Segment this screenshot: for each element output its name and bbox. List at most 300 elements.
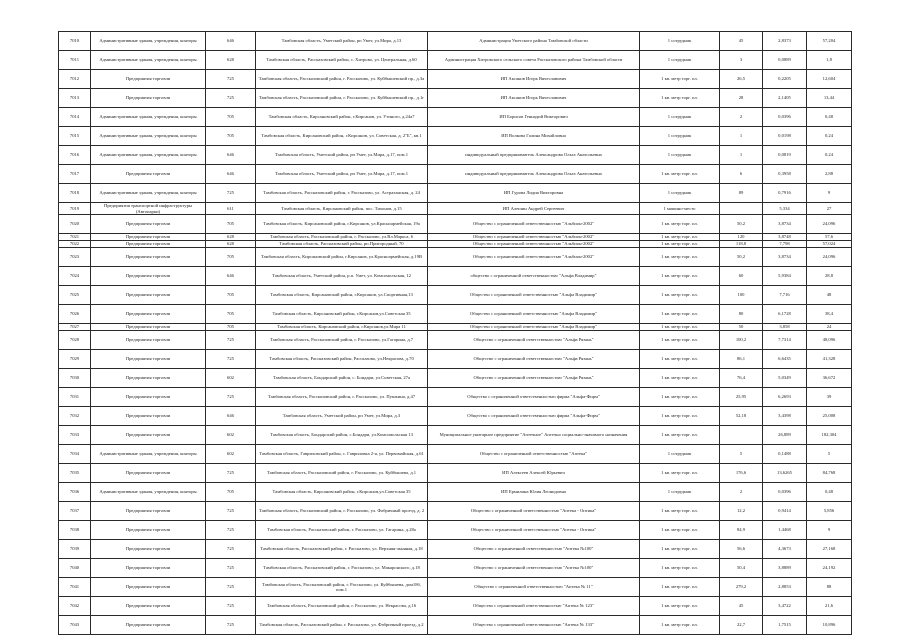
address-cell: Тамбовская область, Уметский район, рп Умет, ул.Мира, д.13	[256, 32, 428, 51]
owner-cell: Общество с ограниченной ответственностью "Аптека № 11"	[428, 578, 640, 597]
annual-volume-cell: 5,334	[763, 203, 807, 215]
annual-volume-cell: 4,3673	[763, 540, 807, 559]
owner-cell: Общество с ограниченной ответственностью "Альбион-2002"	[428, 215, 640, 234]
row-id-cell: 7037	[59, 502, 91, 521]
code-cell: 725	[206, 184, 256, 203]
category-cell: Предприятия торговли	[91, 521, 206, 540]
quantity-cell: 50	[720, 324, 763, 331]
category-cell: Предприятия торговли	[91, 286, 206, 305]
table-row	[59, 559, 852, 578]
row-id-cell: 7012	[59, 70, 91, 89]
unit-cell: 1 кв. метр торг. пл.	[640, 426, 720, 445]
owner-cell: Общество с ограниченной ответственностью "Аптека № 133"	[428, 616, 640, 635]
annual-volume-cell: 3,8734	[763, 248, 807, 267]
quantity-cell: 60	[720, 267, 763, 286]
code-cell: 646	[206, 146, 256, 165]
address-cell: Тамбовская область, Рассказовский район, г. Рассказово, ул.Гагарина, д.7	[256, 331, 428, 350]
quantity-cell: 84,9	[720, 521, 763, 540]
norm-volume-cell: 13,44	[807, 89, 852, 108]
category-cell: Административные здания, учреждения, конторы	[91, 108, 206, 127]
address-cell: Тамбовская область, Рассказовский район, г. Рассказово, ул. Некрасова, д.16	[256, 597, 428, 616]
code-cell: 705	[206, 483, 256, 502]
owner-cell: Муниципальное унитарное предприятие "Аптечное" Аптечно социально-значимого назначения	[428, 426, 640, 445]
owner-cell: Общество с ограниченной ответственностью "Альбион-2002"	[428, 241, 640, 248]
annual-volume-cell: 7,798	[763, 241, 807, 248]
table-row	[59, 540, 852, 559]
code-cell: 725	[206, 350, 256, 369]
quantity-cell: 89	[720, 184, 763, 203]
norm-volume-cell: 24,096	[807, 248, 852, 267]
code-cell: 725	[206, 464, 256, 483]
category-cell: Предприятия торговли	[91, 578, 206, 597]
address-cell: Тамбовская область, Бондарский район, с. Бондари, ул.Советская, 27а	[256, 369, 428, 388]
code-cell: 705	[206, 127, 256, 146]
code-cell: 725	[206, 331, 256, 350]
unit-cell: 1 машино-место	[640, 203, 720, 215]
norm-volume-cell: 1,8	[807, 51, 852, 70]
quantity-cell: 45	[720, 32, 763, 51]
code-cell: 602	[206, 369, 256, 388]
table-row	[59, 32, 852, 51]
table-row	[59, 51, 852, 70]
code-cell: 602	[206, 445, 256, 464]
row-id-cell: 7036	[59, 483, 91, 502]
unit-cell: 1 сотрудник	[640, 184, 720, 203]
annual-volume-cell: 6,2693	[763, 388, 807, 407]
quantity-cell: 176,6	[720, 464, 763, 483]
annual-volume-cell: 2,1405	[763, 89, 807, 108]
norm-volume-cell: 5,856	[807, 502, 852, 521]
quantity-cell: 45	[720, 597, 763, 616]
quantity-cell: 100	[720, 286, 763, 305]
table-row	[59, 578, 852, 597]
code-cell: 705	[206, 215, 256, 234]
address-cell: Тамбовская область, Уметский район, р.п. Умет, ул. Комсомольская, 12	[256, 267, 428, 286]
address-cell: Тамбовская область, Рассказовский район, рп.Пригородный, 70	[256, 241, 428, 248]
quantity-cell: 1	[720, 127, 763, 146]
code-cell: 705	[206, 305, 256, 324]
row-id-cell: 7013	[59, 89, 91, 108]
table-row	[59, 184, 852, 203]
category-cell: Предприятия транспортной инфраструктуры (Автопарки)	[91, 203, 206, 215]
annual-volume-cell: 1,4468	[763, 521, 807, 540]
unit-cell: 1 кв. метр торг. пл.	[640, 234, 720, 241]
row-id-cell: 7014	[59, 108, 91, 127]
norm-volume-cell: 48	[807, 286, 852, 305]
quantity-cell: 50,4	[720, 559, 763, 578]
code-cell: 646	[206, 165, 256, 184]
owner-cell: Общество с ограниченной ответственностью "Альбион-2002"	[428, 248, 640, 267]
annual-volume-cell: 0,0396	[763, 483, 807, 502]
unit-cell: 1 сотрудник	[640, 483, 720, 502]
norm-volume-cell: 21,6	[807, 597, 852, 616]
address-cell: Тамбовская область, Рассказовский район, г. Рассказово, ул. Астраханская, д. 24	[256, 184, 428, 203]
address-cell: Тамбовская область, Рассказовский район, с. Хитрово, ул. Центральная, д.60	[256, 51, 428, 70]
address-cell: Тамбовская область, Кирсановский район, г.Кирсанов, ул.Красноармейская, 19а	[256, 215, 428, 234]
row-id-cell: 7043	[59, 616, 91, 635]
quantity-cell: 1	[720, 146, 763, 165]
code-cell: 725	[206, 502, 256, 521]
annual-volume-cell: 2,8373	[763, 32, 807, 51]
address-cell: Тамбовская область, Гавриловский район, с. Гавриловка 2-я, ул. Первомайская, д.61	[256, 445, 428, 464]
code-cell: 725	[206, 70, 256, 89]
annual-volume-cell: 5,9384	[763, 267, 807, 286]
address-cell: Тамбовская область, Рассказовский район, г. Рассказово, ул. Верхняя-льняная, д.18	[256, 540, 428, 559]
registry-table-body	[59, 32, 852, 635]
address-cell: Тамбовская область, Рассказовский район, г. Рассказово, ул. Куйбышева, д.1	[256, 464, 428, 483]
unit-cell: 1 кв. метр торг. пл.	[640, 502, 720, 521]
unit-cell: 1 кв. метр торг. пл.	[640, 89, 720, 108]
row-id-cell: 7029	[59, 350, 91, 369]
address-cell: Тамбовская область, Рассказовский район, г. Рассказово, ул. Макаронского, д.18	[256, 559, 428, 578]
unit-cell: 1 кв. метр торг. пл.	[640, 350, 720, 369]
norm-volume-cell: 0,48	[807, 108, 852, 127]
row-id-cell: 7011	[59, 51, 91, 70]
owner-cell: Общество с ограниченной ответственностью "Альфа Владимир"	[428, 286, 640, 305]
table-row	[59, 146, 852, 165]
annual-volume-cell: 0,0198	[763, 127, 807, 146]
norm-volume-cell: 36,672	[807, 369, 852, 388]
annual-volume-cell: 3,8748	[763, 234, 807, 241]
owner-cell: Администрация Уметского района Тамбовской области	[428, 32, 640, 51]
code-cell: 646	[206, 407, 256, 426]
quantity-cell: 2	[720, 483, 763, 502]
code-cell: 725	[206, 540, 256, 559]
quantity-cell: 279,2	[720, 578, 763, 597]
unit-cell: 1 кв. метр торг. пл.	[640, 324, 720, 331]
norm-volume-cell: 0,24	[807, 146, 852, 165]
code-cell: 725	[206, 388, 256, 407]
table-row	[59, 369, 852, 388]
owner-cell: Администрация Хитровского сельского совета Рассказовского района Тамбовской области	[428, 51, 640, 70]
owner-cell: индивидуальный предприниматель Александрова Ольга Анатольевна	[428, 146, 640, 165]
owner-cell: Общество с ограниченной ответственностью "Альфа Рязань"	[428, 331, 640, 350]
code-cell: 646	[206, 267, 256, 286]
norm-volume-cell: 24	[807, 324, 852, 331]
registry-sheet	[58, 31, 851, 635]
norm-volume-cell: 88	[807, 578, 852, 597]
table-row	[59, 483, 852, 502]
address-cell: Тамбовская область, Рассказовский район, г. Рассказово, ул. Пушкина, д.47	[256, 388, 428, 407]
annual-volume-cell: 3,4722	[763, 597, 807, 616]
norm-volume-cell: 12,604	[807, 70, 852, 89]
owner-cell: Общество с ограниченной ответственностью "Аптека - Оптика"	[428, 521, 640, 540]
category-cell: Предприятия торговли	[91, 426, 206, 445]
owner-cell: Общество с ограниченной ответственностью "Аптека №100"	[428, 559, 640, 578]
annual-volume-cell: 26,889	[763, 426, 807, 445]
row-id-cell: 7032	[59, 407, 91, 426]
quantity-cell: 50,2	[720, 215, 763, 234]
address-cell: Тамбовская область, Рассказовский район, г. Рассказово, ул. Куйбышева, дом18б, пом.1	[256, 578, 428, 597]
owner-cell: Общество с ограниченной ответственностью "Альбион-2002"	[428, 234, 640, 241]
unit-cell: 1 кв. метр торг. пл.	[640, 464, 720, 483]
category-cell: Предприятия торговли	[91, 165, 206, 184]
norm-volume-cell: 25,008	[807, 407, 852, 426]
table-row	[59, 203, 852, 215]
norm-volume-cell: 57,024	[807, 241, 852, 248]
unit-cell: 1 кв. метр торг. пл.	[640, 407, 720, 426]
annual-volume-cell: 2,8853	[763, 578, 807, 597]
address-cell: Тамбовская область, Кирсановский район, пос. Тихонов, д.15	[256, 203, 428, 215]
row-id-cell: 7038	[59, 521, 91, 540]
quantity-cell: 118,8	[720, 241, 763, 248]
table-row	[59, 165, 852, 184]
norm-volume-cell: 57,6	[807, 234, 852, 241]
address-cell: Тамбовская область, Кирсановский район, г.Кирсанов, ул. Советская, д. 2"Б", кв.1	[256, 127, 428, 146]
table-row	[59, 234, 852, 241]
norm-volume-cell: 9	[807, 184, 852, 203]
annual-volume-cell: 0,1488	[763, 445, 807, 464]
quantity-cell: 2	[720, 108, 763, 127]
row-id-cell: 7019	[59, 203, 91, 215]
owner-cell: Общество с ограниченной ответственностью "Аптека №100"	[428, 540, 640, 559]
table-row	[59, 521, 852, 540]
table-row	[59, 597, 852, 616]
table-row	[59, 70, 852, 89]
norm-volume-cell: 9	[807, 521, 852, 540]
table-row	[59, 388, 852, 407]
category-cell: Предприятия торговли	[91, 388, 206, 407]
owner-cell: ИП Алешин Андрей Сергеевич	[428, 203, 640, 215]
code-cell: 646	[206, 32, 256, 51]
row-id-cell: 7020	[59, 215, 91, 234]
address-cell: Тамбовская область, Кирсановский район, г.Кирсанов, ул.Спортивная,13	[256, 286, 428, 305]
quantity-cell: 56,6	[720, 540, 763, 559]
norm-volume-cell: 24,192	[807, 559, 852, 578]
norm-volume-cell: 5	[807, 445, 852, 464]
category-cell: Предприятия торговли	[91, 331, 206, 350]
norm-volume-cell: 28,8	[807, 267, 852, 286]
code-cell: 725	[206, 559, 256, 578]
code-cell: 628	[206, 234, 256, 241]
category-cell: Административные здания, учреждения, конторы	[91, 146, 206, 165]
table-row	[59, 331, 852, 350]
category-cell: Предприятия торговли	[91, 305, 206, 324]
owner-cell: Общество с ограниченной ответственностью фирма "Альфа-Фирм"	[428, 388, 640, 407]
unit-cell: 1 кв. метр торг. пл.	[640, 388, 720, 407]
table-row	[59, 502, 852, 521]
category-cell: Предприятия торговли	[91, 559, 206, 578]
code-cell: 725	[206, 616, 256, 635]
annual-volume-cell: 0,3958	[763, 165, 807, 184]
quantity-cell: 12,2	[720, 502, 763, 521]
unit-cell: 1 кв. метр торг. пл.	[640, 286, 720, 305]
annual-volume-cell: 0,9414	[763, 502, 807, 521]
quantity-cell	[720, 426, 763, 445]
code-cell: 602	[206, 426, 256, 445]
address-cell: Тамбовская область, Рассказовский район, г. Рассказово, ул. Куйбышевский пр., д.1г	[256, 89, 428, 108]
annual-volume-cell: 1,7515	[763, 616, 807, 635]
row-id-cell: 7010	[59, 32, 91, 51]
code-cell: 611	[206, 203, 256, 215]
table-row	[59, 445, 852, 464]
table-row	[59, 215, 852, 234]
unit-cell: 1 кв. метр торг. пл.	[640, 559, 720, 578]
annual-volume-cell: 3,8734	[763, 215, 807, 234]
annual-volume-cell: 6,1728	[763, 305, 807, 324]
annual-volume-cell: 7,7314	[763, 331, 807, 350]
address-cell: Тамбовская область, Рассказовский район, г. Рассказово, ул. Фабричный проезд, д. 2	[256, 502, 428, 521]
address-cell: Тамбовская область, Уметский район, рп Умет, ул.Мира, д.17, пом.1	[256, 146, 428, 165]
row-id-cell: 7033	[59, 426, 91, 445]
table-row	[59, 89, 852, 108]
code-cell: 628	[206, 241, 256, 248]
unit-cell: 1 кв. метр торг. пл.	[640, 305, 720, 324]
row-id-cell: 7041	[59, 578, 91, 597]
table-row	[59, 324, 852, 331]
quantity-cell: 22,7	[720, 616, 763, 635]
owner-cell: ИП Алексеев Алексей Юрьевич	[428, 464, 640, 483]
unit-cell: 1 кв. метр торг. пл.	[640, 597, 720, 616]
row-id-cell: 7039	[59, 540, 91, 559]
annual-volume-cell: 0,7916	[763, 184, 807, 203]
owner-cell: Общество с ограниченной ответственностью "Альфа Рязань"	[428, 350, 640, 369]
owner-cell: Общество с ограниченной ответственностью "Аптека - Оптика"	[428, 502, 640, 521]
row-id-cell: 7035	[59, 464, 91, 483]
category-cell: Предприятия торговли	[91, 70, 206, 89]
annual-volume-cell: 0,0396	[763, 108, 807, 127]
row-id-cell: 7034	[59, 445, 91, 464]
norm-volume-cell: 39	[807, 388, 852, 407]
unit-cell: 1 кв. метр торг. пл.	[640, 616, 720, 635]
row-id-cell: 7016	[59, 146, 91, 165]
category-cell: Предприятия торговли	[91, 241, 206, 248]
unit-cell: 1 сотрудник	[640, 108, 720, 127]
address-cell: Тамбовская область, Уметский район, рп Умет, ул.Мира, д.3	[256, 407, 428, 426]
unit-cell: 1 сотрудник	[640, 146, 720, 165]
row-id-cell: 7030	[59, 369, 91, 388]
table-row	[59, 305, 852, 324]
registry-table	[58, 31, 852, 635]
norm-volume-cell: 2,88	[807, 165, 852, 184]
category-cell: Административные здания, учреждения, конторы	[91, 32, 206, 51]
row-id-cell: 7022	[59, 241, 91, 248]
category-cell: Предприятия торговли	[91, 267, 206, 286]
code-cell: 725	[206, 521, 256, 540]
row-id-cell: 7042	[59, 597, 91, 616]
row-id-cell: 7026	[59, 305, 91, 324]
row-id-cell: 7018	[59, 184, 91, 203]
address-cell: Тамбовская область, Кирсановский район, г.Кирсанов,ул.Советская 35	[256, 483, 428, 502]
owner-cell: ИП Аксанов Игорь Вячеславович	[428, 89, 640, 108]
row-id-cell: 7028	[59, 331, 91, 350]
table-row	[59, 241, 852, 248]
unit-cell: 1 кв. метр торг. пл.	[640, 369, 720, 388]
row-id-cell: 7027	[59, 324, 91, 331]
address-cell: Тамбовская область, Рассказовский район, г. Рассказово, ул. Гагарина, д.28а	[256, 521, 428, 540]
norm-volume-cell: 27,168	[807, 540, 852, 559]
table-row	[59, 407, 852, 426]
table-row	[59, 426, 852, 445]
norm-volume-cell: 38,4	[807, 305, 852, 324]
owner-cell: Общество с ограниченной ответственностью "Альфа Владимир"	[428, 324, 640, 331]
owner-cell: ИП Аксанов Игорь Вячеславович	[428, 70, 640, 89]
unit-cell: 1 кв. метр торг. пл.	[640, 331, 720, 350]
annual-volume-cell: 3,4398	[763, 407, 807, 426]
unit-cell: 1 кв. метр торг. пл.	[640, 215, 720, 234]
code-cell: 725	[206, 89, 256, 108]
category-cell: Административные здания, учреждения, конторы	[91, 483, 206, 502]
category-cell: Предприятия торговли	[91, 215, 206, 234]
norm-volume-cell: 57,204	[807, 32, 852, 51]
table-row	[59, 108, 852, 127]
row-id-cell: 7031	[59, 388, 91, 407]
quantity-cell: 100,2	[720, 331, 763, 350]
row-id-cell: 7023	[59, 248, 91, 267]
owner-cell: общество с ограниченной ответственностью "Альфа Владимир"	[428, 267, 640, 286]
row-id-cell: 7024	[59, 267, 91, 286]
annual-volume-cell: 0,0889	[763, 51, 807, 70]
table-row	[59, 464, 852, 483]
address-cell: Тамбовская область, Бондарский район, с.Бондари, ул.Комсомольская 13	[256, 426, 428, 445]
annual-volume-cell: 3,858	[763, 324, 807, 331]
category-cell: Предприятия торговли	[91, 248, 206, 267]
category-cell: Предприятия торговли	[91, 350, 206, 369]
address-cell: Тамбовская область, Рассказовский район, Рассказово, ул.Некрасова, д.70	[256, 350, 428, 369]
norm-volume-cell: 41,328	[807, 350, 852, 369]
quantity-cell: 86,1	[720, 350, 763, 369]
unit-cell: 1 кв. метр торг. пл.	[640, 521, 720, 540]
category-cell: Предприятия торговли	[91, 234, 206, 241]
annual-volume-cell: 0,2205	[763, 70, 807, 89]
owner-cell: Общество с ограниченной ответственностью фирма "Альфа-Фирм"	[428, 407, 640, 426]
address-cell: Тамбовская область, Кирсановский район, г.Кирсанов,ул.Мира 11	[256, 324, 428, 331]
code-cell: 705	[206, 108, 256, 127]
category-cell: Административные здания, учреждения, конторы	[91, 51, 206, 70]
row-id-cell: 7025	[59, 286, 91, 305]
unit-cell: 1 кв. метр торг. пл.	[640, 241, 720, 248]
unit-cell: 1 сотрудник	[640, 127, 720, 146]
address-cell: Тамбовская область, Уметский район, рп Умет, ул.Мира, д.17, пом.1	[256, 165, 428, 184]
annual-volume-cell: 5,0349	[763, 369, 807, 388]
address-cell: Тамбовская область, Рассказовский район, г. Рассказово, ул.Вл.Маркса, 6	[256, 234, 428, 241]
category-cell: Предприятия торговли	[91, 369, 206, 388]
norm-volume-cell: 182,304	[807, 426, 852, 445]
address-cell: Тамбовская область, Кирсановский район, г.Кирсанов, ул.Красноармейская, д.19В	[256, 248, 428, 267]
code-cell: 725	[206, 578, 256, 597]
table-row	[59, 286, 852, 305]
category-cell: Предприятия торговли	[91, 89, 206, 108]
category-cell: Предприятия торговли	[91, 502, 206, 521]
unit-cell: 1 кв. метр торг. пл.	[640, 540, 720, 559]
category-cell: Предприятия торговли	[91, 540, 206, 559]
row-id-cell: 7015	[59, 127, 91, 146]
unit-cell: 1 кв. метр торг. пл.	[640, 165, 720, 184]
unit-cell: 1 сотрудник	[640, 32, 720, 51]
owner-cell: Общество с ограниченной ответственностью "Аптека № 123"	[428, 597, 640, 616]
table-row	[59, 350, 852, 369]
quantity-cell: 80	[720, 305, 763, 324]
annual-volume-cell: 7,716	[763, 286, 807, 305]
table-row	[59, 248, 852, 267]
category-cell: Административные здания, учреждения, конторы	[91, 127, 206, 146]
code-cell: 705	[206, 286, 256, 305]
category-cell: Административные здания, учреждения, конторы	[91, 445, 206, 464]
quantity-cell: 25,95	[720, 388, 763, 407]
unit-cell: 1 кв. метр торг. пл.	[640, 267, 720, 286]
norm-volume-cell: 48,096	[807, 331, 852, 350]
norm-volume-cell: 0,48	[807, 483, 852, 502]
quantity-cell: 6	[720, 165, 763, 184]
address-cell: Тамбовская область, Рассказовский район, г. Рассказово, ул. Фабричный проезд, д.2	[256, 616, 428, 635]
norm-volume-cell: 27	[807, 203, 852, 215]
table-row	[59, 127, 852, 146]
table-row	[59, 267, 852, 286]
code-cell: 705	[206, 248, 256, 267]
quantity-cell: 76,4	[720, 369, 763, 388]
owner-cell: ИП Гурова Лидия Викторовна	[428, 184, 640, 203]
annual-volume-cell: 0,0819	[763, 146, 807, 165]
